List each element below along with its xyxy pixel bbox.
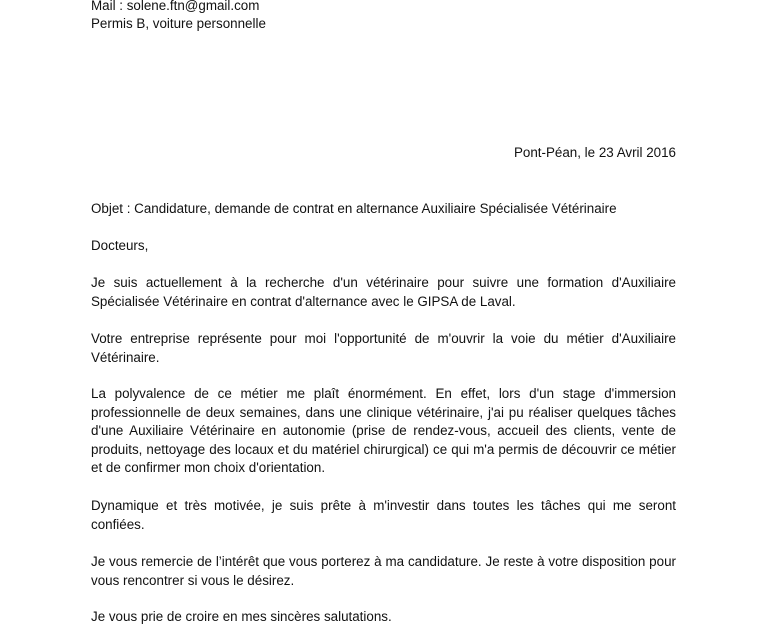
- letter-subject: Objet : Candidature, demande de contrat en alternance Auxiliaire Spécialisée Vétérinaire: [91, 201, 617, 216]
- contact-permis: Permis B, voiture personnelle: [91, 16, 266, 31]
- place-date: Pont-Péan, le 23 Avril 2016: [513, 145, 676, 160]
- paragraph-1: Je suis actuellement à la recherche d'un vétérinaire pour suivre une formation d'Auxiliaire Spécialisée Vétérinaire en contrat d'alternance avec le GIPSA de Laval.: [91, 275, 676, 309]
- salutation: Docteurs,: [91, 238, 149, 253]
- paragraph-4: Dynamique et très motivée, je suis prête à m'investir dans toutes les tâches qui me seront confiées.: [91, 498, 676, 532]
- paragraph-5: Je vous remercie de l’intérêt que vous porterez à ma candidature. Je reste à votre disposition pour vous rencontrer si vous le désirez.: [91, 554, 676, 588]
- letter-page: [91, 0, 676, 630]
- paragraph-3: La polyvalence de ce métier me plaît énormément. En effet, lors d'un stage d'immersion professionnelle de deux semaines, dans une clinique vétérinaire, j'ai pu réaliser quelques tâches d'une Auxiliaire Vétérinaire en autonomie (prise de rendez-vous, accueil des clients, vente de produits, nettoyage des locaux et du matériel chirurgical) ce qui m'a permis de découvrir ce métier et de confirmer mon choix d'orientation.: [91, 386, 676, 475]
- closing-formula: Je vous prie de croire en mes sincères salutations.: [91, 609, 392, 624]
- paragraph-2: Votre entreprise représente pour moi l'opportunité de m'ouvrir la voie du métier d'Auxiliaire Vétérinaire.: [91, 331, 676, 365]
- contact-mail: Mail : solene.ftn@gmail.com: [91, 0, 260, 13]
